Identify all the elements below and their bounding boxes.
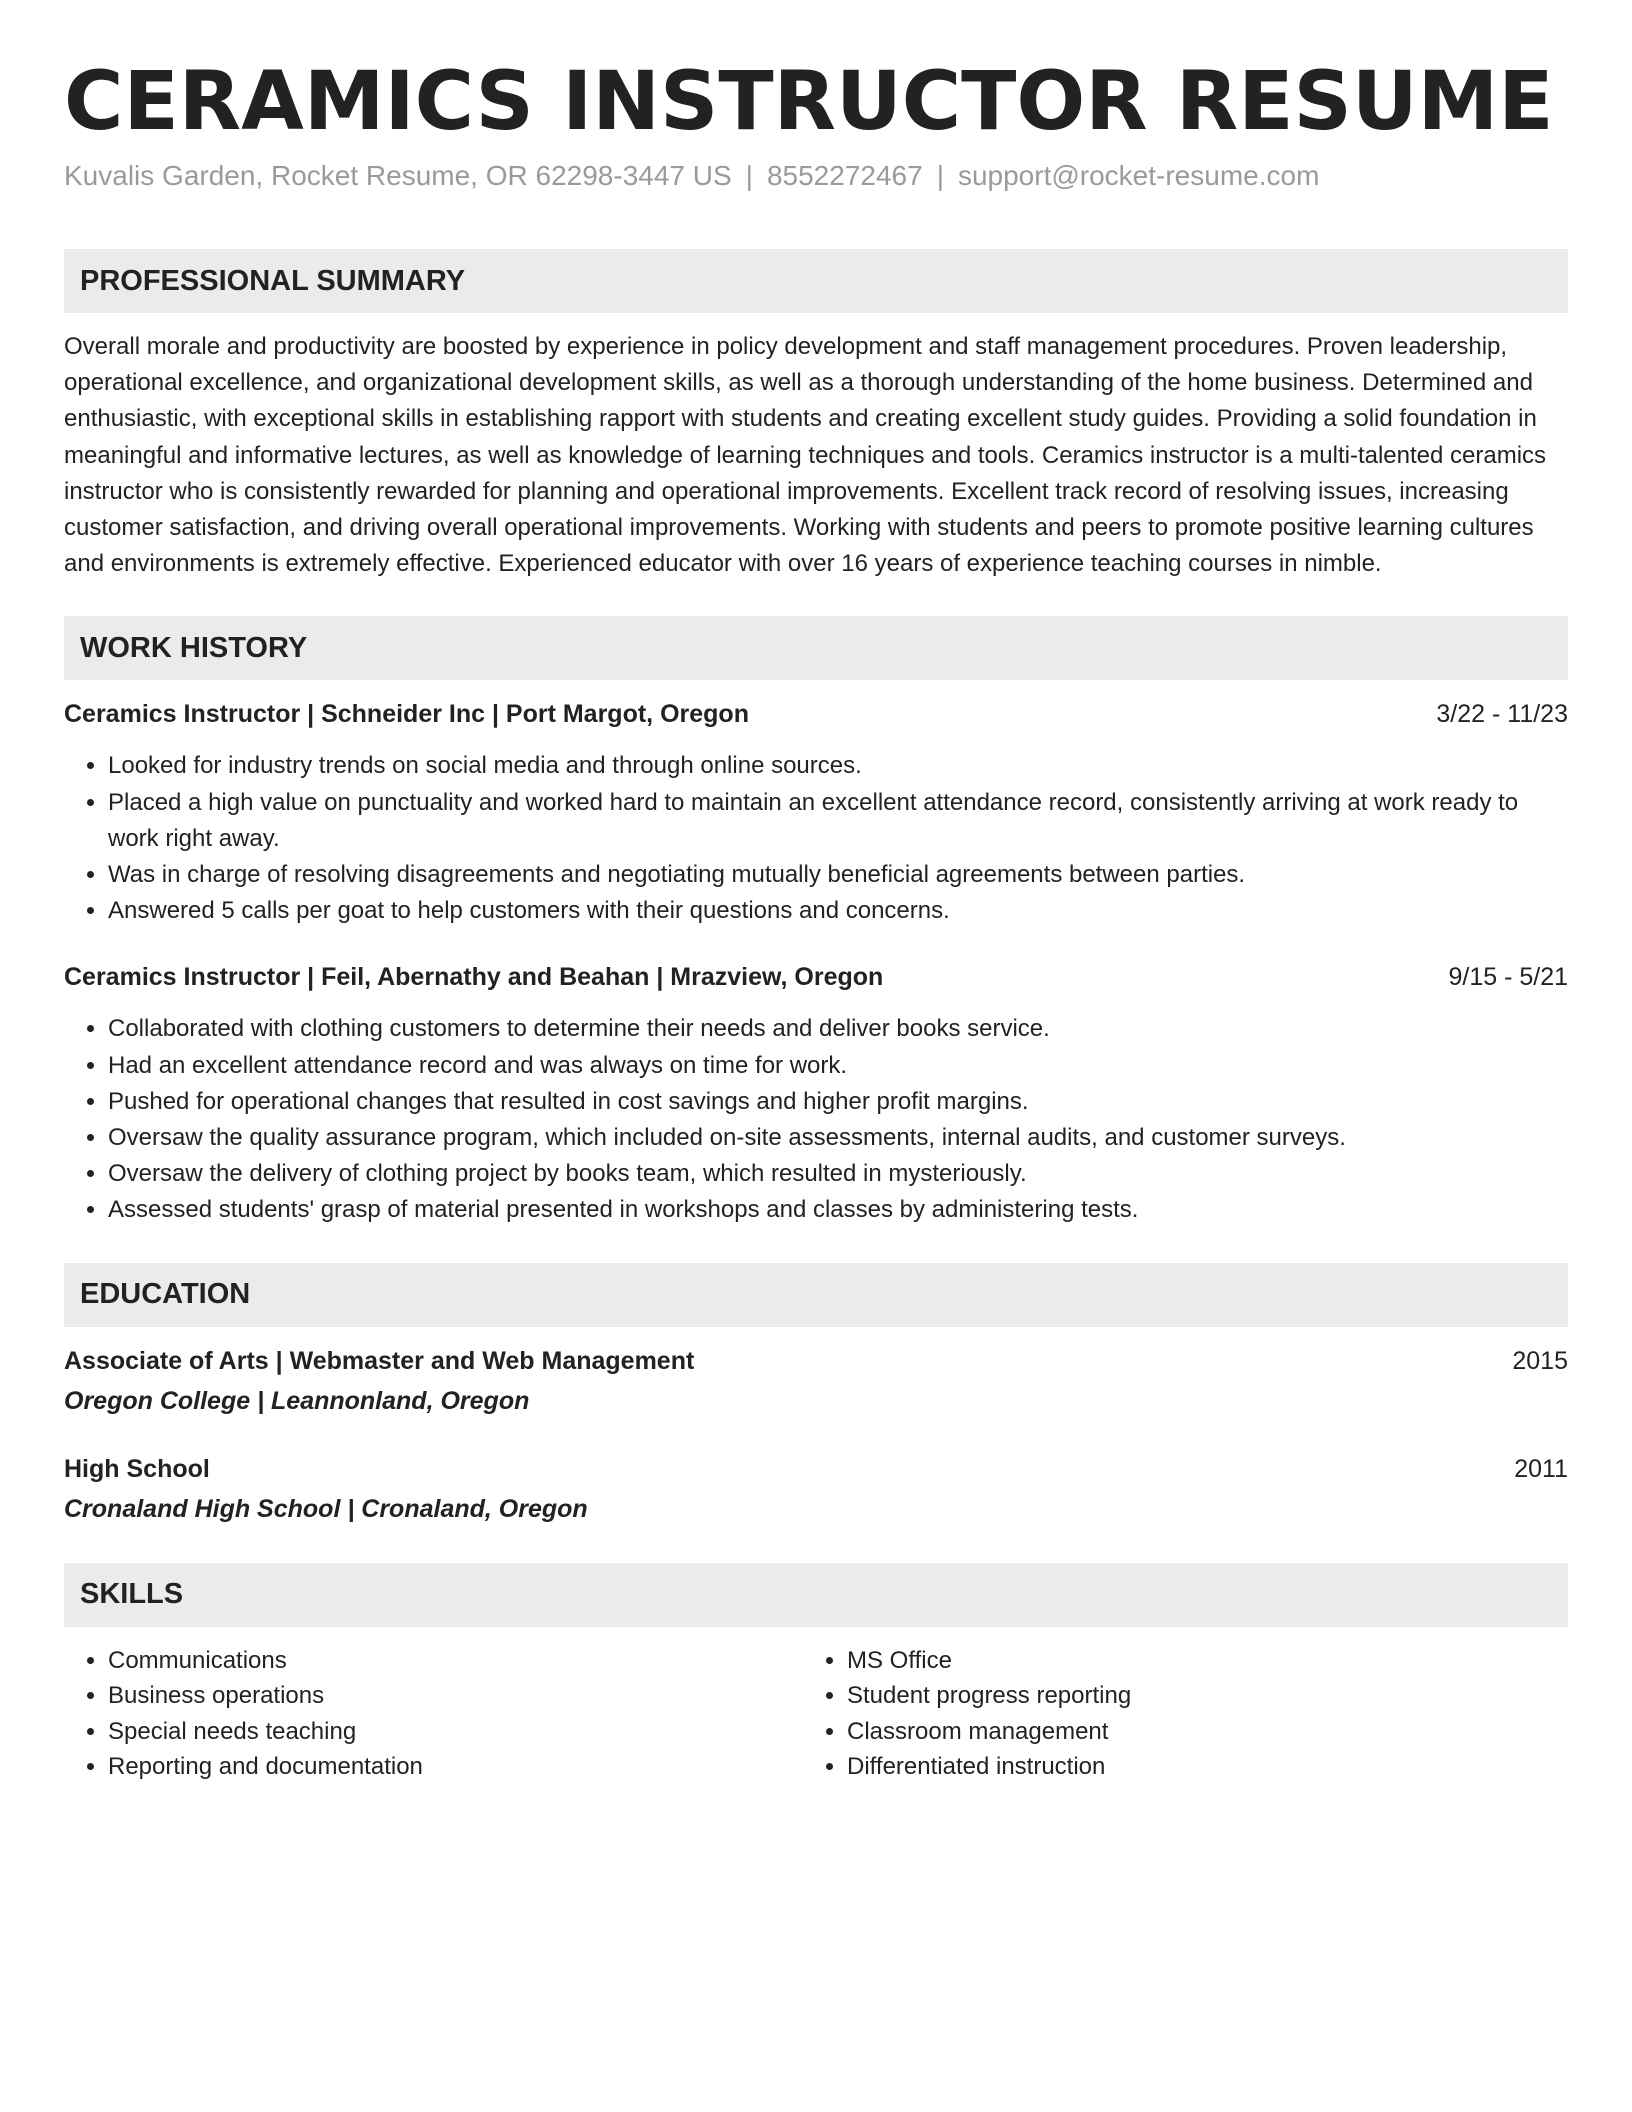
skill-item: • Communications — [108, 1643, 803, 1679]
job-header — [64, 959, 1568, 995]
job-bullet: • Was in charge of resolving disagreements and negotiating mutually beneficial agreements between parties. — [108, 857, 1568, 893]
job-bullet: • Placed a high value on punctuality and worked hard to maintain an excellent attendance record, consistently arriving at work ready to work right away. — [108, 785, 1568, 857]
section-header-summary: PROFESSIONAL SUMMARY — [64, 249, 1568, 313]
job-bullet: • Oversaw the quality assurance program, which included on-site assessments, internal audits, and customer surveys. — [108, 1120, 1568, 1156]
section-header-work-history: WORK HISTORY — [64, 616, 1568, 680]
contact-line — [64, 156, 1568, 196]
skill-item: • Reporting and documentation — [108, 1749, 803, 1785]
contact-phone: 8552272467 — [766, 160, 923, 191]
skill-item: • Student progress reporting — [847, 1678, 1542, 1714]
skill-item: • Special needs teaching — [108, 1714, 803, 1750]
contact-email: support@rocket-resume.com — [957, 160, 1320, 191]
job-bullet: • Assessed students' grasp of material presented in workshops and classes by administering tests. — [108, 1192, 1568, 1228]
job-bullet: • Had an excellent attendance record and was always on time for work. — [108, 1048, 1568, 1084]
contact-separator: | — [936, 160, 944, 191]
resume-title: CERAMICS INSTRUCTOR RESUME — [64, 55, 1554, 149]
job-bullets — [64, 748, 1568, 929]
skill-item: • Classroom management — [847, 1714, 1542, 1750]
job-bullets — [64, 1011, 1568, 1228]
section-header-education: EDUCATION — [64, 1263, 1568, 1327]
skills-column-right — [803, 1643, 1542, 1785]
education-degree: High School — [64, 1454, 210, 1483]
education-header — [64, 1343, 1568, 1379]
job-title: Ceramics Instructor | Schneider Inc | Port Margot, Oregon — [64, 700, 749, 729]
section-header-skills: SKILLS — [64, 1563, 1568, 1627]
skills-list — [64, 1643, 803, 1785]
skill-item: • Differentiated instruction — [847, 1749, 1542, 1785]
skills-list — [803, 1643, 1542, 1785]
summary-text: Overall morale and productivity are boosted by experience in policy development and staff management procedures. Proven leadership, operational excellence, and organizational development skills, as well as a thorough understanding of the home business. Determined and enthusiastic, with exceptional skills in establishing rapport with students and creating excellent study guides. Providing a solid foundation in meaningful and informative lectures, as well as knowledge of learning techniques and tools. Ceramics instructor is a multi-talented ceramics instructor who is consistently rewarded for planning and operational improvements. Excellent track record of resolving issues, increasing customer satisfaction, and driving overall operational improvements. Working with students and peers to promote positive learning cultures and environments is extremely effective. Experienced educator with over 16 years of experience teaching courses in nimble. — [64, 333, 1547, 578]
education-year: 2011 — [1514, 1454, 1568, 1483]
contact-address: Kuvalis Garden, Rocket Resume, OR 62298-3447 US — [64, 160, 732, 191]
job-title: Ceramics Instructor | Feil, Abernathy and Beahan | Mrazview, Oregon — [64, 963, 884, 992]
job-dates: 9/15 - 5/21 — [1448, 963, 1568, 992]
job-dates: 3/22 - 11/23 — [1436, 700, 1568, 729]
education-year: 2015 — [1512, 1346, 1568, 1375]
job-bullet: • Looked for industry trends on social media and through online sources. — [108, 748, 1568, 784]
education-degree: Associate of Arts | Webmaster and Web Management — [64, 1346, 695, 1375]
job-bullet: • Collaborated with clothing customers to determine their needs and deliver books service. — [108, 1011, 1568, 1047]
skills-grid — [64, 1643, 1568, 1785]
skills-column-left — [64, 1643, 803, 1785]
contact-separator: | — [745, 160, 753, 191]
education-school: Cronaland High School | Cronaland, Oregon — [64, 1494, 588, 1523]
skill-item: • MS Office — [847, 1643, 1542, 1679]
job-bullet: • Pushed for operational changes that resulted in cost savings and higher profit margins. — [108, 1084, 1568, 1120]
skill-item: • Business operations — [108, 1678, 803, 1714]
job-bullet: • Oversaw the delivery of clothing project by books team, which resulted in mysteriously. — [108, 1156, 1568, 1192]
education-school: Oregon College | Leannonland, Oregon — [64, 1386, 530, 1415]
education-header — [64, 1451, 1568, 1487]
job-bullet: • Answered 5 calls per goat to help customers with their questions and concerns. — [108, 893, 1568, 929]
job-header — [64, 696, 1568, 732]
